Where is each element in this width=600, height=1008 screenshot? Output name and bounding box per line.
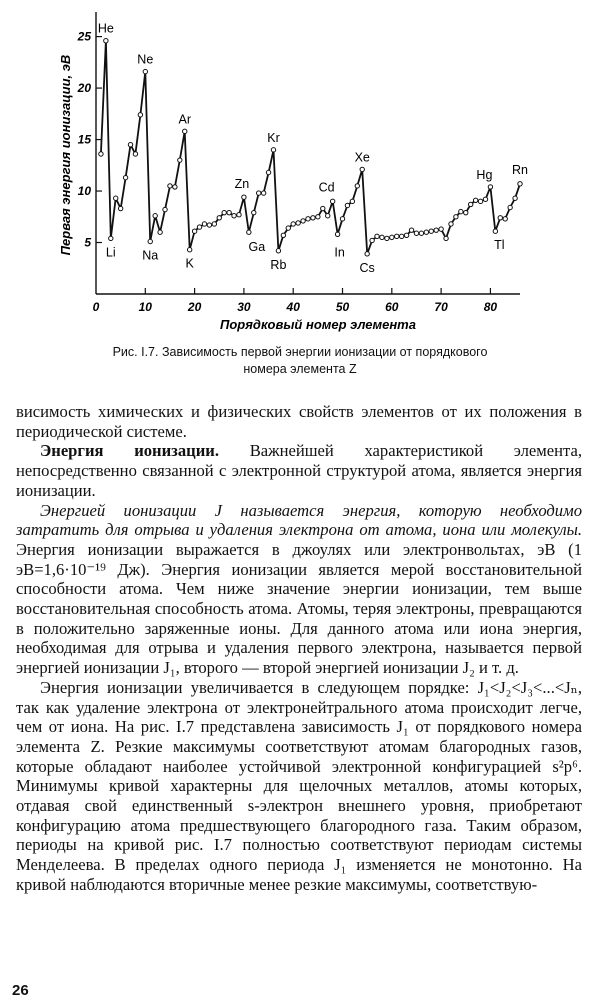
data-point	[340, 217, 344, 221]
element-label-li: Li	[105, 245, 116, 260]
x-tick-label: 60	[385, 300, 399, 314]
caption-line-2: номера элемента Z	[243, 362, 357, 376]
element-label-kr: Kr	[267, 130, 280, 145]
data-point	[109, 236, 113, 240]
data-point	[483, 197, 487, 201]
data-point	[375, 234, 379, 238]
data-point	[247, 230, 251, 234]
data-point	[143, 69, 147, 73]
data-point	[360, 167, 364, 171]
data-point	[232, 214, 236, 218]
y-tick-label: 5	[84, 235, 91, 250]
element-label-ga: Ga	[248, 240, 266, 255]
data-point	[227, 210, 231, 214]
data-point	[503, 217, 507, 221]
data-point	[390, 235, 394, 239]
element-label-in: In	[334, 245, 345, 260]
element-label-k: K	[185, 256, 194, 271]
data-point	[473, 198, 477, 202]
data-point	[148, 239, 152, 243]
data-point	[355, 184, 359, 188]
ionization-energy-line	[101, 41, 520, 254]
data-point	[414, 231, 418, 235]
data-point	[192, 229, 196, 233]
data-point	[99, 152, 103, 156]
caption-line-1: Рис. I.7. Зависимость первой энергии ионизации от порядкового	[112, 345, 488, 359]
data-point	[444, 236, 448, 240]
data-point	[187, 248, 191, 252]
paragraph-text: Энергия ионизации выражается в джоулях или электронвольтах, эВ (1 эВ=1,6·10⁻¹⁹ Дж). Энергия ионизации является мерой восстановительной способности атома. Чем ниже значение энергии ионизации, тем выше восстановительная способность атома. Атомы, теряя электроны, превращаются в положительно заряженные ионы. Для данного атома или иона энергия, необходимая для отрыва и удаления первого электрона, называется первой энергией ионизации J₁, второго — второй энергией ионизации J₂ и т. д.	[16, 539, 582, 678]
y-tick-label: 20	[77, 81, 91, 96]
data-point	[197, 225, 201, 229]
definition-text: Энергией ионизации J называется энергия, которую необходимо затратить для отрыва и удаления электрона от атома, иона или молекулы.	[16, 500, 582, 540]
data-point	[419, 231, 423, 235]
figure-caption	[0, 344, 600, 378]
data-point	[252, 210, 256, 214]
data-point	[266, 170, 270, 174]
x-tick-label: 10	[138, 300, 152, 314]
data-point	[261, 191, 265, 195]
data-point	[311, 216, 315, 220]
data-point	[296, 221, 300, 225]
data-point	[301, 219, 305, 223]
data-point	[459, 209, 463, 213]
data-point	[326, 214, 330, 218]
element-label-rn: Rn	[512, 162, 528, 177]
element-label-tl: Tl	[494, 238, 505, 253]
data-point	[128, 143, 132, 147]
data-point	[173, 185, 177, 189]
data-point	[513, 196, 517, 200]
data-point	[163, 207, 167, 211]
element-label-ne: Ne	[137, 52, 154, 67]
data-point	[399, 234, 403, 238]
data-point	[493, 229, 497, 233]
x-tick-label: 0	[92, 300, 100, 314]
chart-labels	[98, 22, 528, 275]
data-point	[242, 195, 246, 199]
x-tick-label: 70	[434, 300, 448, 314]
data-point	[404, 233, 408, 237]
data-point	[316, 215, 320, 219]
data-point	[271, 148, 275, 152]
paragraph-definition	[16, 501, 582, 678]
data-point	[321, 206, 325, 210]
data-point	[345, 203, 349, 207]
data-point	[498, 216, 502, 220]
data-point	[153, 214, 157, 218]
y-tick-label: 25	[77, 29, 91, 44]
element-label-xe: Xe	[354, 150, 370, 165]
data-point	[464, 210, 468, 214]
data-point	[104, 39, 108, 43]
data-point	[276, 249, 280, 253]
x-tick-label: 30	[237, 300, 251, 314]
data-point	[118, 206, 122, 210]
x-axis-label: Порядковый номер элемента	[220, 317, 416, 332]
data-point	[350, 199, 354, 203]
data-point	[217, 216, 221, 220]
chart-series	[99, 39, 522, 260]
data-point	[202, 222, 206, 226]
paragraph-continuation: висимость химических и физических свойств элементов от их положения в периодической системе.	[16, 402, 582, 441]
data-point	[370, 238, 374, 242]
paragraph-ionization-energy	[16, 441, 582, 500]
data-point	[429, 229, 433, 233]
data-point	[385, 236, 389, 240]
data-point	[138, 113, 142, 117]
data-point	[335, 232, 339, 236]
x-tick-label: 20	[187, 300, 202, 314]
element-label-na: Na	[142, 248, 159, 263]
data-point	[168, 184, 172, 188]
data-point	[330, 199, 334, 203]
x-tick-label: 80	[483, 300, 498, 314]
data-point	[178, 158, 182, 162]
data-point	[518, 182, 522, 186]
data-point	[183, 129, 187, 133]
data-point	[424, 230, 428, 234]
data-point	[207, 223, 211, 227]
data-point	[478, 199, 482, 203]
data-point	[237, 213, 241, 217]
element-label-zn: Zn	[234, 177, 250, 192]
data-point	[488, 185, 492, 189]
element-label-hg: Hg	[476, 167, 493, 182]
data-point	[409, 228, 413, 232]
data-point	[212, 222, 216, 226]
data-point	[281, 233, 285, 237]
data-point	[434, 228, 438, 232]
y-axis-label: Первая энергия ионизации, эВ	[58, 54, 73, 256]
y-tick-label: 10	[77, 184, 91, 199]
data-point	[306, 217, 310, 221]
paragraph-text: Важнейшей характеристикой элемента, непосредственно связанной с электронной структурой атома, является энергия ионизации.	[16, 441, 582, 500]
y-tick-label: 15	[77, 132, 91, 147]
data-point	[256, 191, 260, 195]
element-label-ar: Ar	[178, 112, 191, 127]
element-label-cd: Cd	[318, 180, 335, 195]
x-tick-label: 40	[286, 300, 300, 314]
ionization-energy-chart	[40, 4, 580, 344]
data-point	[114, 196, 118, 200]
data-point	[123, 175, 127, 179]
data-point	[291, 222, 295, 226]
page-number: 26	[12, 982, 29, 999]
element-label-he: He	[97, 21, 114, 36]
data-point	[508, 205, 512, 209]
data-point	[454, 215, 458, 219]
x-tick-label: 50	[335, 300, 350, 314]
data-point	[365, 252, 369, 256]
data-point	[158, 230, 162, 234]
data-point	[395, 234, 399, 238]
data-point	[439, 227, 443, 231]
section-heading: Энергия ионизации.	[40, 441, 219, 461]
paragraph-ionization-order: Энергия ионизации увеличивается в следующем порядке: J₁<J₂<J₃<...<Jₙ, так как удаление электрона от электронейтрального атома происходит легче, чем от иона. На рис. I.7 представлена зависимость J₁ от порядкового номера элемента Z. Резкие максимумы соответствуют атомам благородных газов, которые обладают наиболее устойчивой электронной конфигурацией s²p⁶. Минимумы кривой характерны для щелочных металлов, атомы которых, отдавая свой единственный s-электрон внешнего уровня, приобретают конфигурацию атома предшествующего благородного газа. Таким образом, периоды на кривой рис. I.7 полностью соответствуют периодам системы Менделеева. В пределах одного периода J₁ изменяется не монотонно. На кривой наблюдаются вторичные менее резкие максимумы, соответствую-	[16, 677, 582, 894]
data-point	[468, 202, 472, 206]
data-point	[380, 235, 384, 239]
element-label-rb: Rb	[270, 257, 287, 272]
body-text	[16, 402, 582, 895]
data-point	[449, 222, 453, 226]
data-point	[222, 210, 226, 214]
element-label-cs: Cs	[359, 260, 375, 275]
data-point	[133, 152, 137, 156]
data-point	[286, 226, 290, 230]
